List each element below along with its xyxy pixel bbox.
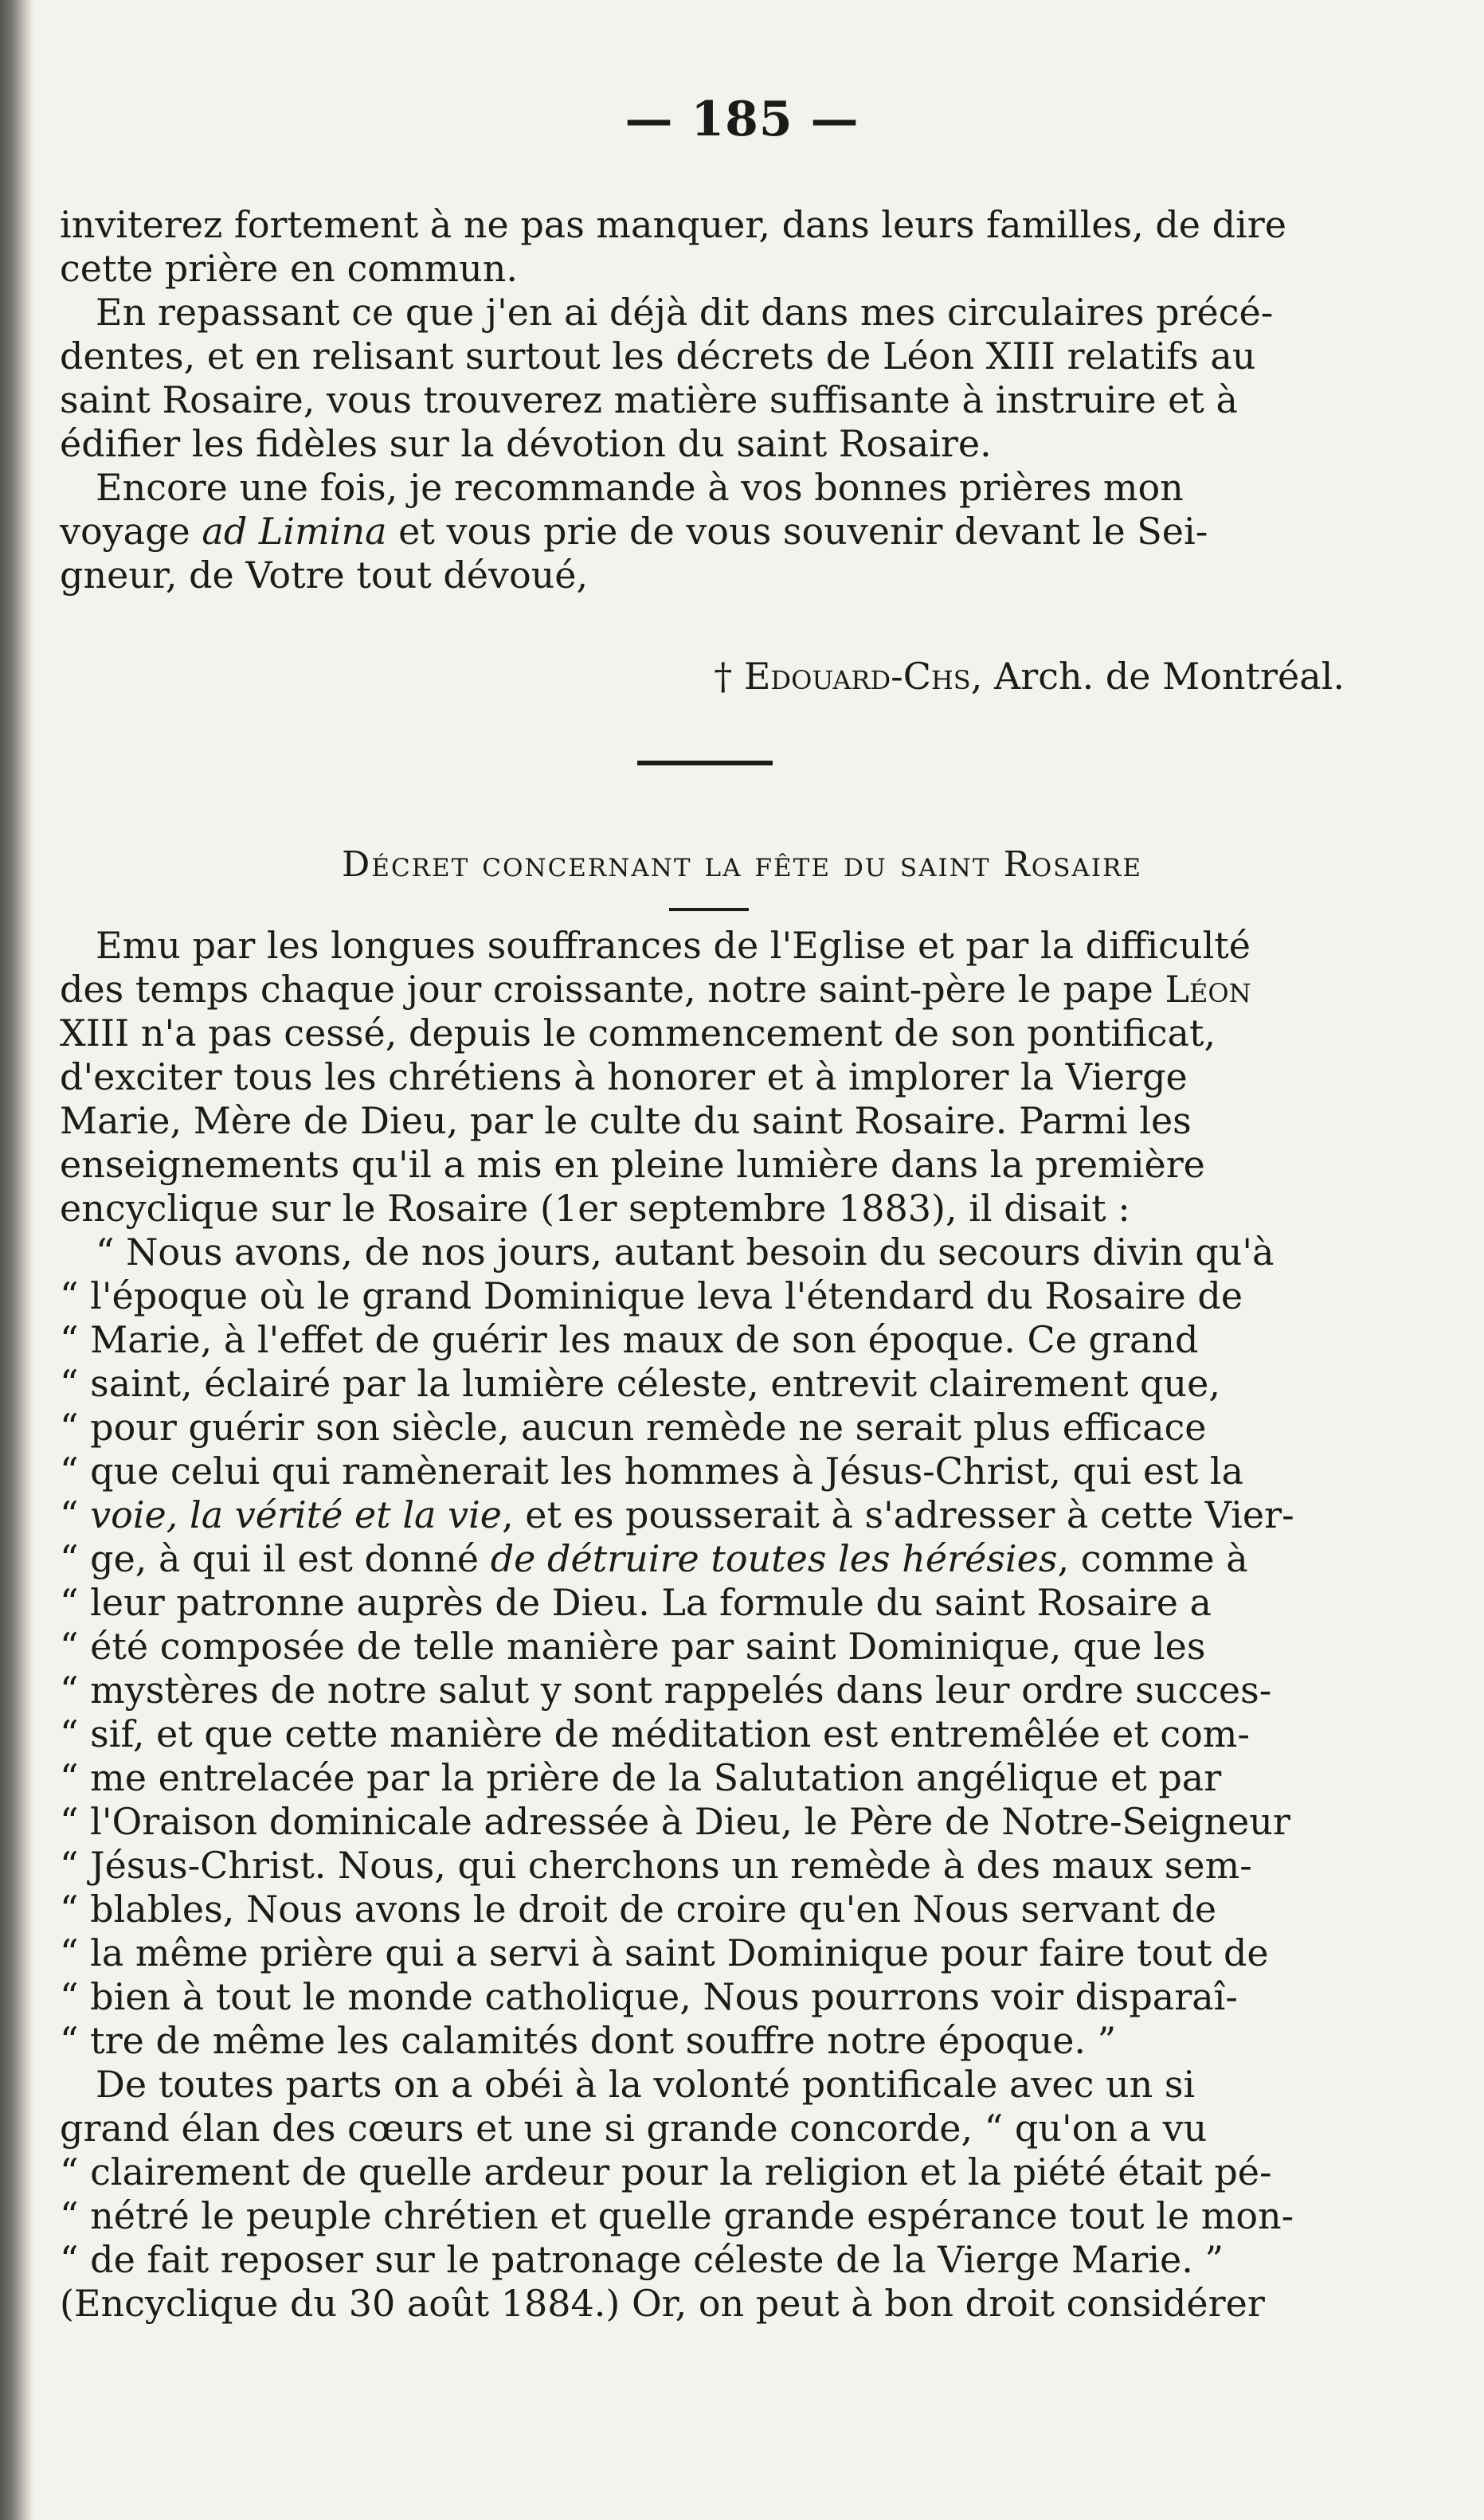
italic-phrase: ad Limina — [202, 510, 387, 553]
signature-name: Edouard-Chs — [743, 655, 971, 698]
signature — [714, 655, 1345, 698]
intro-paragraph-2 — [60, 291, 1354, 466]
text-line: “ l'époque où le grand Dominique leva l'étendard du Rosaire de — [60, 1274, 1243, 1317]
text-line: “ clairement de quelle ardeur pour la religion et la piété était pé- — [60, 2150, 1272, 2193]
text-line: “ que celui qui ramènerait les hommes à Jésus-Christ, qui est la — [60, 1450, 1244, 1493]
section-divider — [637, 761, 773, 765]
section-title: Décret concernant la fête du saint Rosaire — [342, 844, 1142, 885]
text-line: d'exciter tous les chrétiens à honorer et à implorer la Vierge — [60, 1055, 1188, 1098]
text-line: enseignements qu'il a mis en pleine lumière dans la première — [60, 1143, 1205, 1186]
decree-paragraph-1 — [60, 924, 1354, 1231]
text-line: “ leur patronne auprès de Dieu. La formule du saint Rosaire a — [60, 1581, 1212, 1624]
text-line: Encore une fois, je recommande à vos bonnes prières mon — [96, 466, 1184, 509]
text-line: “ nétré le peuple chrétien et quelle grande espérance tout le mon- — [60, 2194, 1294, 2237]
signature-title: , Arch. de Montréal. — [970, 655, 1345, 698]
intro-paragraph-3 — [60, 466, 1354, 597]
intro-text — [60, 203, 1354, 597]
text-fragment: , comme à — [1057, 1537, 1248, 1580]
text-line: “ de fait reposer sur le patronage céleste de la Vierge Marie. ” — [60, 2238, 1224, 2281]
text-fragment: “ ge, à qui il est donné — [60, 1537, 491, 1580]
text-line: (Encyclique du 30 août 1884.) Or, on peut à bon droit considérer — [60, 2282, 1265, 2325]
title-underline — [669, 908, 749, 911]
text-line: édifier les fidèles sur la dévotion du saint Rosaire. — [60, 422, 992, 465]
text-line — [60, 968, 1354, 1012]
text-line — [60, 1493, 1354, 1537]
text-fragment: , et es pousserait à s'adresser à cette Vier- — [502, 1493, 1294, 1536]
decree-quotation — [60, 1231, 1354, 2063]
cross-symbol: † — [714, 655, 733, 698]
text-line: encyclique sur le Rosaire (1er septembre 1883), il disait : — [60, 1187, 1130, 1230]
text-line: “ Jésus-Christ. Nous, qui cherchons un remède à des maux sem- — [60, 1844, 1252, 1887]
text-line: “ Nous avons, de nos jours, autant besoin du secours divin qu'à — [96, 1231, 1275, 1274]
page-number: — 185 — — [625, 92, 859, 147]
text-line: “ la même prière qui a servi à saint Dominique pour faire tout de — [60, 1931, 1269, 1974]
italic-phrase: de détruire toutes les hérésies — [490, 1537, 1058, 1580]
text-line — [60, 510, 1354, 554]
text-line: “ l'Oraison dominicale adressée à Dieu, le Père de Notre-Seigneur — [60, 1800, 1290, 1843]
text-line: saint Rosaire, vous trouverez matière suffisante à instruire et à — [60, 378, 1238, 421]
text-line: Emu par les longues souffrances de l'Eglise et par la difficulté — [96, 924, 1251, 967]
small-caps-name: Léon — [1165, 968, 1251, 1011]
text-line: “ tre de même les calamités dont souffre notre époque. ” — [60, 2019, 1117, 2062]
italic-phrase: voie, la vérité et la vie — [90, 1493, 503, 1536]
text-fragment: et vous prie de vous souvenir devant le Sei- — [386, 510, 1208, 553]
text-line: “ bien à tout le monde catholique, Nous pourrons voir disparaî- — [60, 1975, 1238, 2018]
text-line: gneur, de Votre tout dévoué, — [60, 554, 589, 597]
text-line: grand élan des cœurs et une si grande concorde, “ qu'on a vu — [60, 2107, 1208, 2150]
text-line: “ mystères de notre salut y sont rappelés dans leur ordre succes- — [60, 1669, 1272, 1712]
text-line: “ saint, éclairé par la lumière céleste, entrevit clairement que, — [60, 1362, 1221, 1405]
decree-paragraph-2 — [60, 2063, 1354, 2326]
text-fragment: voyage — [60, 510, 202, 553]
text-line: “ pour guérir son siècle, aucun remède ne serait plus efficace — [60, 1406, 1207, 1449]
text-fragment: des temps chaque jour croissante, notre saint-père le pape — [60, 968, 1165, 1011]
intro-paragraph-1 — [60, 203, 1354, 291]
binding-shadow — [0, 0, 33, 2520]
text-line: “ été composée de telle manière par saint Dominique, que les — [60, 1625, 1206, 1668]
text-line: dentes, et en relisant surtout les décrets de Léon XIII relatifs au — [60, 335, 1256, 378]
decree-text — [60, 924, 1354, 2326]
text-fragment: “ — [60, 1493, 91, 1536]
text-line — [60, 1537, 1354, 1581]
text-line: De toutes parts on a obéi à la volonté pontificale avec un si — [96, 2063, 1196, 2106]
text-line: XIII n'a pas cessé, depuis le commencement de son pontificat, — [60, 1012, 1216, 1055]
text-line: Marie, Mère de Dieu, par le culte du saint Rosaire. Parmi les — [60, 1099, 1192, 1142]
text-line: “ Marie, à l'effet de guérir les maux de son époque. Ce grand — [60, 1318, 1199, 1361]
text-line: “ sif, et que cette manière de méditation est entremêlée et com- — [60, 1712, 1250, 1755]
text-line: En repassant ce que j'en ai déjà dit dans mes circulaires précé- — [96, 291, 1274, 334]
text-line: “ blables, Nous avons le droit de croire qu'en Nous servant de — [60, 1888, 1217, 1931]
text-line: “ me entrelacée par la prière de la Salutation angélique et par — [60, 1756, 1222, 1799]
text-line: cette prière en commun. — [60, 247, 519, 290]
text-line: inviterez fortement à ne pas manquer, dans leurs familles, de dire — [60, 203, 1287, 246]
